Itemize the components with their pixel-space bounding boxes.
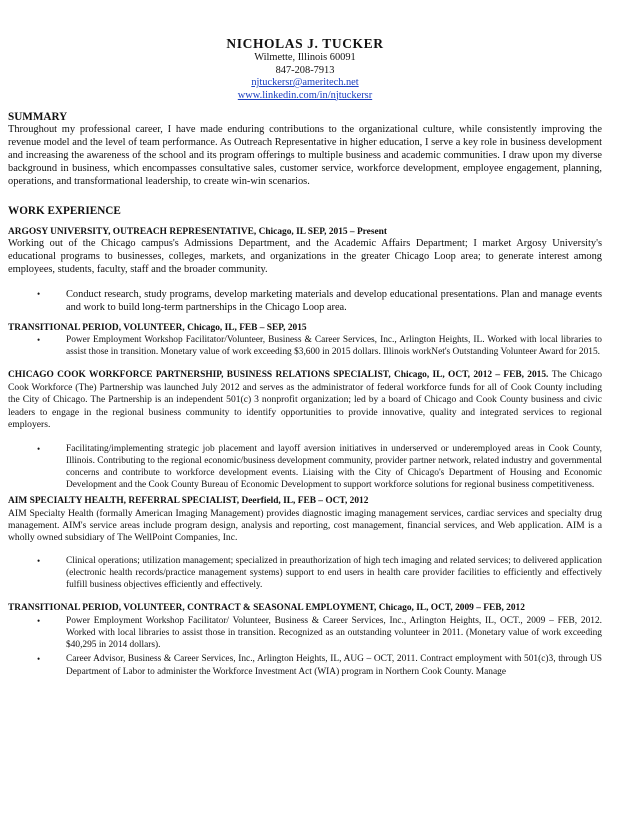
bullet-icon: • [37,288,41,299]
job-bullets-chicago-cook [8,443,602,492]
list-item: • Conduct research, study programs, develop marketing materials and develop educational presentations. Plan and manage events and work to build long-term partnerships in the Chicago Loop area. [37,288,602,313]
list-item: • Power Employment Workshop Facilitator/Volunteer, Business & Career Services, Inc., Arlington Heights, IL. Worked with local libraries to assist those in transition. Monetary value of work exceeding $3,600 in 2015 dollars. Illinois workNet's Outstanding Volunteer Award for 2015. [37,335,602,358]
job-heading-transitional-2009: TRANSITIONAL PERIOD, VOLUNTEER, CONTRACT & SEASONAL EMPLOYMENT, Chicago, IL, OCT, 2009 – FEB, 2012 [8,603,525,614]
summary-heading: SUMMARY [8,111,68,123]
job-description-chicago-cook: The Chicago Cook Workforce (The) Partnership was launched July 2012 and serves as the administrator of federal workforce funds for all of Cook County including the City of Chicago. The Partnership is an independent 501(c) 3 nonprofit organization; led by a board of Chicago and Cook County business and civic leaders to engage in the regional business community to identify opportunities to provide innovative, quality and integrated services to regional employers. [8,369,602,431]
job-bullets-argosy [8,288,602,314]
linkedin-link[interactable]: www.linkedin.com/in/njtuckersr [237,89,373,101]
list-item: • Clinical operations; utilization management; specialized in preauthorization of high tech imaging and related services; to delivered application (electronic health records/practice management systems) support to end users in health care provider facilities to efficiently and effectively fulfill business objectives efficiently and effectively. [37,555,602,591]
resume-page [8,36,602,678]
bullet-icon: • [37,615,41,626]
phone: 847-208-7913 [275,64,335,76]
job-description-argosy: Working out of the Chicago campus's Admissions Department, and the Academic Affairs Department; I market Argosy University's educational programs to businesses, colleges, markets, and organizations in the greater Chicago Loop area; to generate interest among employees, students, faculty, staff and the broader community. [8,237,602,275]
bullet-icon: • [37,443,41,454]
work-experience-heading: WORK EXPERIENCE [8,204,121,217]
bullet-icon: • [37,335,41,346]
bullet-icon: • [37,555,41,566]
list-item: • Facilitating/implementing strategic job placement and layoff aversion initiatives in underserved or underemployed areas in Cook County, Illinois. Contributing to the regional economic/business development community, provider partner network, related industry and governmental concerns and contribute to workforce development events. Liaising with the City of Chicago's Department of Housing and Economic Development and the Cook County Bureau of Economic Development to support workforce solutions for regional business competitiveness. [37,443,602,491]
job-heading-aim: AIM SPECIALTY HEALTH, REFERRAL SPECIALIST, Deerfield, IL, FEB – OCT, 2012 [8,496,369,507]
job-description-aim: AIM Specialty Health (formally American Imaging Management) provides diagnostic imaging management services, cardiac services and specialty drug management. AIM's service areas include program design, analysis and reporting, cost management, financial services, and Web application. AIM is a wholly owned subsidiary of The WellPoint Companies, Inc. [8,507,602,543]
job-bullets-transitional-2015 [8,334,602,358]
job-bullets-aim [8,555,602,592]
job-heading-chicago-cook: CHICAGO COOK WORKFORCE PARTNERSHIP, BUSINESS RELATIONS SPECIALIST, Chicago, IL, OCT, 2012 – FEB, 2015. The Chicago Cook Workforce (The) Partnership was launched July 2012 and serves as the administrator of federal workforce funds for all of Cook County including the City of Chicago. The Partnership is an independent 501(c) 3 nonprofit organization; led by a board of Chicago and Cook County business and civic leaders to engage in the regional business community to identify opportunities to provide innovative, quality and integrated services to regional employers. [8,369,602,431]
bullet-icon: • [37,654,41,665]
list-item: • Power Employment Workshop Facilitator/ Volunteer, Business & Career Services, Inc., Arlington Heights, IL, OCT., 2009 – FEB, 2012. Worked with local libraries to assist those in transition. Recognized as an outstanding volunteer in 2011. (Monetary value of work exceeding $40,295 in 2014 dollars). [37,615,602,651]
list-item: • Career Advisor, Business & Career Services, Inc., Arlington Heights, IL, AUG – OCT, 2011. Contract employment with 501(c)3, through US Department of Labor to administer the Workforce Investment Act (WIA) program in Northern Cook County. Manage [37,654,602,677]
summary-text: Throughout my professional career, I have made enduring contributions to the organizational culture, while consistently improving the revenue model and the level of team performance. As Outreach Representative in higher education, I serve a key role in business development and increasing the awareness of the school and its program offerings to multiple business and academic communities. I draw upon my diverse background in business, which encompasses consultative sales, customer service, workforce development, employee engagement, planning, operations, and transformational leadership, to create win-win scenarios. [8,124,602,187]
resume-header [8,36,602,102]
job-bullets-transitional-2009 [8,615,602,678]
job-heading-transitional-2015: TRANSITIONAL PERIOD, VOLUNTEER, Chicago, IL, FEB – SEP, 2015 [8,322,307,333]
location: Wilmette, Illinois 60091 [254,52,356,63]
candidate-name: NICHOLAS J. TUCKER [226,36,384,51]
job-heading-argosy: ARGOSY UNIVERSITY, OUTREACH REPRESENTATIVE, Chicago, IL SEP, 2015 – Present [8,226,387,237]
email-link[interactable]: njtuckersr@ameritech.net [251,77,359,88]
